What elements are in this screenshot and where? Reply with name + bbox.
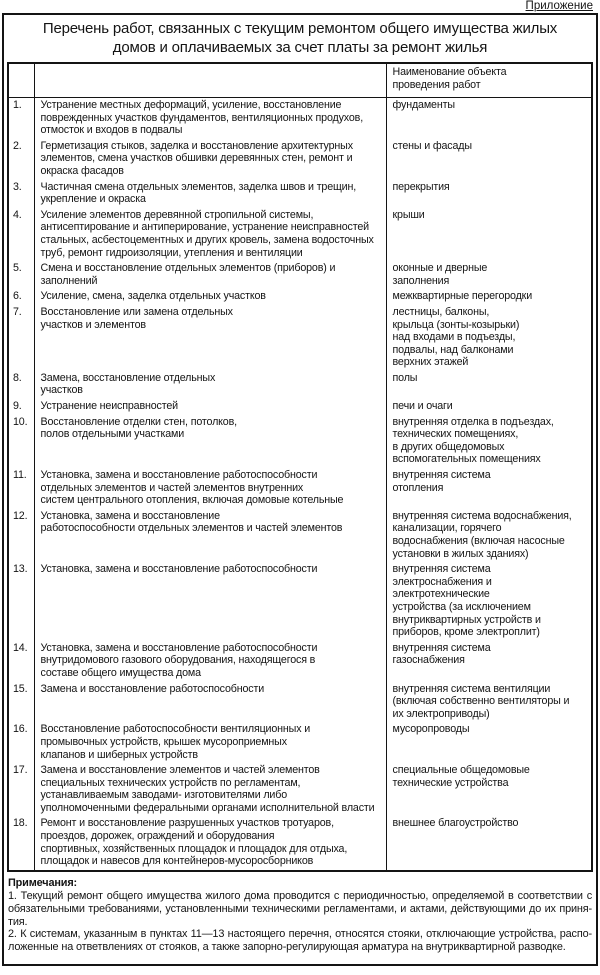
row-number-cell: 13. [13, 563, 28, 576]
row-number-cell: 3. [13, 180, 22, 193]
notes-section [7, 877, 593, 954]
works-description-cell [34, 371, 386, 399]
text-line: Установка, замена и восстановление работоспособности [40, 641, 318, 654]
text-line: участков [40, 384, 83, 397]
row-number-cell: 16. [13, 723, 28, 736]
text-line: стены и фасады [392, 139, 472, 152]
text-line: уполномоченными федеральными органами исполнительной власти [40, 801, 375, 814]
text-line: перекрытия [392, 180, 450, 193]
text-line: печи и очаги [392, 400, 453, 413]
works-description-cell [34, 208, 386, 261]
text-line: проведения работ [392, 78, 481, 91]
text-line: антисептирование и антиперирование, устранение неисправностей [40, 221, 369, 234]
table-row [8, 763, 592, 816]
text-line: заполнения [392, 274, 450, 287]
text-line: их электроприводы) [392, 707, 490, 720]
text-line: канализации, горячего [392, 522, 502, 535]
text-line: Смена и восстановление отдельных элементов (приборов) и [40, 262, 336, 275]
object-name-cell [386, 180, 592, 208]
object-name-cell [386, 763, 592, 816]
text-line: Замена и восстановление элементов и частей элементов [40, 764, 320, 777]
object-name-cell [386, 816, 592, 870]
works-description-cell [34, 509, 386, 562]
works-description-cell [34, 722, 386, 763]
document-frame [2, 13, 598, 966]
text-line: площадок и навесов для контейнеров-мусоросборников [40, 855, 314, 868]
table-row [8, 371, 592, 399]
works-description-cell [34, 180, 386, 208]
object-name-cell [386, 399, 592, 415]
table-header-row [8, 63, 592, 98]
appendix-label-text: Приложение [525, 0, 593, 12]
text-line: Установка, замена и восстановление [40, 509, 220, 522]
table-row [8, 289, 592, 305]
object-name-cell [386, 98, 592, 139]
text-line: составе общего имущества дома [40, 666, 201, 679]
text-line: 2. К системам, указанным в пунктах 11—13 настоящего перечня, относятся стояки, отключающие устройства, распо- [8, 928, 592, 941]
table-row [8, 468, 592, 509]
row-number-cell: 15. [13, 682, 28, 695]
row-number-cell: 11. [13, 469, 27, 482]
table-row [8, 816, 592, 870]
works-description-cell [34, 763, 386, 816]
text-line: технических помещениях, [392, 428, 519, 441]
table-row [8, 208, 592, 261]
row-number-cell: 7. [13, 305, 22, 318]
text-line: проездов, дорожек, ограждений и оборудования [40, 830, 275, 843]
table-row [8, 261, 592, 289]
object-name-cell [386, 682, 592, 723]
table-row [8, 305, 592, 371]
text-line: устанавливаемым заводами- изготовителями либо [40, 789, 288, 802]
row-number-cell: 1. [13, 99, 22, 111]
text-line: полов отдельными участками [40, 428, 185, 441]
object-name-cell [386, 208, 592, 261]
text-line: Установка, замена и восстановление работоспособности [40, 469, 318, 482]
text-line: над входами в подъезды, [392, 331, 516, 344]
works-description-cell [34, 682, 386, 723]
text-line: домов и оплачиваемых за счет платы за ремонт жилья [112, 38, 488, 56]
table-row [8, 415, 592, 468]
object-name-cell [386, 371, 592, 399]
text-line: лестницы, балконы, [392, 305, 490, 318]
text-line: Устранение неисправностей [40, 400, 178, 413]
text-line: Ремонт и восстановление разрушенных участков тротуаров, [40, 817, 334, 830]
text-line: Восстановление или замена отдельных [40, 305, 233, 318]
row-number-cell: 18. [13, 817, 28, 830]
text-line: Усиление, смена, заделка отдельных участков [40, 290, 266, 303]
row-number-cell: 8. [13, 371, 22, 384]
row-number-cell: 10. [13, 415, 28, 428]
text-line: спортивных, хозяйственных площадок и площадок для отдыха, [40, 842, 348, 855]
text-line: Герметизация стыков, заделка и восстановление архитектурных [40, 139, 353, 152]
works-description-cell [34, 399, 386, 415]
works-table [7, 62, 593, 872]
text-line: укрепление и окраска [40, 193, 146, 206]
text-line: внутренняя отделка в подъездах, [392, 415, 554, 428]
text-line: вспомогательных помещениях [392, 453, 541, 466]
table-row [8, 641, 592, 682]
table-row [8, 98, 592, 139]
text-line: (включая собственно вентиляторы и [392, 695, 570, 708]
text-line: электроснабжения и [392, 575, 492, 588]
note-item-1 [8, 890, 592, 929]
text-line: фундаменты [392, 99, 455, 111]
row-number-cell: 4. [13, 208, 22, 221]
object-name-cell [386, 139, 592, 180]
text-line: Замена, восстановление отдельных [40, 371, 216, 384]
text-line: клапанов и шиберных устройств [40, 748, 198, 761]
works-description-cell [34, 468, 386, 509]
text-line: специальные общедомовые [392, 764, 530, 777]
text-line: крыльца (зонты-козырьки) [392, 318, 520, 331]
text-line: тия. [8, 915, 28, 928]
object-name-cell [386, 415, 592, 468]
text-line: участков и элементов [40, 318, 146, 331]
row-number-cell: 14. [13, 641, 28, 654]
table-body [8, 98, 592, 871]
row-number-cell: 5. [13, 262, 22, 275]
text-line: отопления [392, 481, 444, 494]
text-line: обязательными требованиями, установленными техническими регламентами, и актами, действующими до их приня- [8, 902, 592, 915]
row-number-cell: 17. [13, 764, 28, 777]
text-line: внутренняя система вентиляции [392, 682, 551, 695]
text-line: технические устройства [392, 776, 509, 789]
text-line: Перечень работ, связанных с текущим ремонтом общего имущества жилых [42, 20, 558, 37]
table-row [8, 399, 592, 415]
text-line: внутренняя система водоснабжения, [392, 509, 572, 522]
text-line: подвалы, над балконами [392, 343, 514, 356]
text-line: систем центрального отопления, включая домовые котельные [40, 494, 344, 507]
object-name-cell [386, 305, 592, 371]
text-line: поврежденных участков фундаментов, вентиляционных продухов, [40, 111, 364, 124]
works-description-cell [34, 415, 386, 468]
text-line: отмосток и входов в подвалы [40, 124, 183, 137]
works-description-cell [34, 139, 386, 180]
text-line: Замена и восстановление работоспособности [40, 682, 265, 695]
text-line: мусоропроводы [392, 723, 470, 736]
text-line: водоснабжения (включая насосные [392, 535, 565, 547]
text-line: верхних этажей [392, 356, 469, 369]
object-name-cell [386, 722, 592, 763]
text-line: газоснабжения [392, 654, 465, 667]
object-name-cell [386, 468, 592, 509]
text-line: заполнений [40, 274, 98, 287]
text-line: промывочных устройств, крышек мусороприемных [40, 735, 287, 748]
text-line: труб, ремонт гидроизоляции, утепления и вентиляции [40, 246, 303, 259]
works-description-cell [34, 289, 386, 305]
text-line: Частичная смена отдельных элементов, заделка швов и трещин, [40, 180, 357, 193]
text-line: Устранение местных деформаций, усиление, восстановление [40, 99, 342, 111]
note-item-2 [8, 928, 592, 954]
text-line: работоспособности отдельных элементов и частей элементов [40, 522, 343, 535]
table-row [8, 682, 592, 723]
object-name-cell [386, 641, 592, 682]
text-line: стальных, асбестоцементных и других кровель, замена водосточных [40, 233, 374, 246]
object-name-cell [386, 562, 592, 641]
page-title [7, 17, 593, 62]
text-line: Установка, замена и восстановление работоспособности [40, 563, 318, 576]
table-row [8, 509, 592, 562]
works-description-cell [34, 816, 386, 870]
text-line: установки в жилых зданиях) [392, 547, 529, 560]
text-line: межквартирные перегородки [392, 290, 533, 303]
text-line: внутренняя система [392, 563, 491, 576]
text-line: внутриквартирных устройств и [392, 613, 541, 626]
works-description-cell [34, 305, 386, 371]
object-name-cell [386, 289, 592, 305]
text-line: ложенные на ответвлениях от стояков, а также запорно-регулирующая арматура на внутриквартирной разводке. [8, 941, 566, 954]
text-line: полы [392, 371, 418, 384]
header-number-cell [8, 63, 34, 98]
text-line: окраска фасадов [40, 164, 124, 177]
works-description-cell [34, 641, 386, 682]
text-line: внутридомового газового оборудования, находящегося в [40, 654, 316, 667]
works-description-cell [34, 98, 386, 139]
text-line: внешнее благоустройство [392, 817, 519, 830]
text-line: Наименование объекта [392, 66, 507, 78]
row-number-cell: 6. [13, 290, 22, 303]
text-line: отдельных элементов и частей элементов внутренних [40, 481, 304, 494]
text-line: 1. Текущий ремонт общего имущества жилого дома проводится с периодичностью, определяемой в соответствии с [8, 889, 592, 902]
row-number-cell: 12. [13, 509, 28, 522]
object-name-cell [386, 509, 592, 562]
table-row [8, 722, 592, 763]
text-line: оконные и дверные [392, 262, 488, 275]
text-line: внутренняя система [392, 469, 491, 482]
text-line: внутренняя система [392, 641, 491, 654]
table-row [8, 562, 592, 641]
notes-heading: Примечания: [8, 876, 78, 889]
text-line: электротехнические [392, 588, 490, 601]
text-line: устройства (за исключением [392, 600, 531, 613]
text-line: специальных технических устройств по регламентам, [40, 776, 301, 789]
header-works-cell [34, 63, 386, 98]
text-line: Восстановление работоспособности вентиляционных и [40, 723, 311, 736]
text-line: Восстановление отделки стен, потолков, [40, 415, 237, 428]
table-row [8, 180, 592, 208]
text-line: приборов, кроме электроплит) [392, 626, 540, 639]
header-object-cell [386, 63, 592, 98]
text-line: элементов, смена участков обшивки деревянных стен, ремонт и [40, 152, 353, 165]
row-number-cell: 9. [13, 400, 22, 413]
works-description-cell [34, 261, 386, 289]
object-name-cell [386, 261, 592, 289]
appendix-label [0, 0, 600, 13]
works-description-cell [34, 562, 386, 641]
text-line: в других общедомовых [392, 440, 505, 453]
text-line: крыши [392, 208, 425, 221]
row-number-cell: 2. [13, 139, 22, 152]
table-row [8, 139, 592, 180]
text-line: Усиление элементов деревянной стропильной системы, [40, 208, 314, 221]
